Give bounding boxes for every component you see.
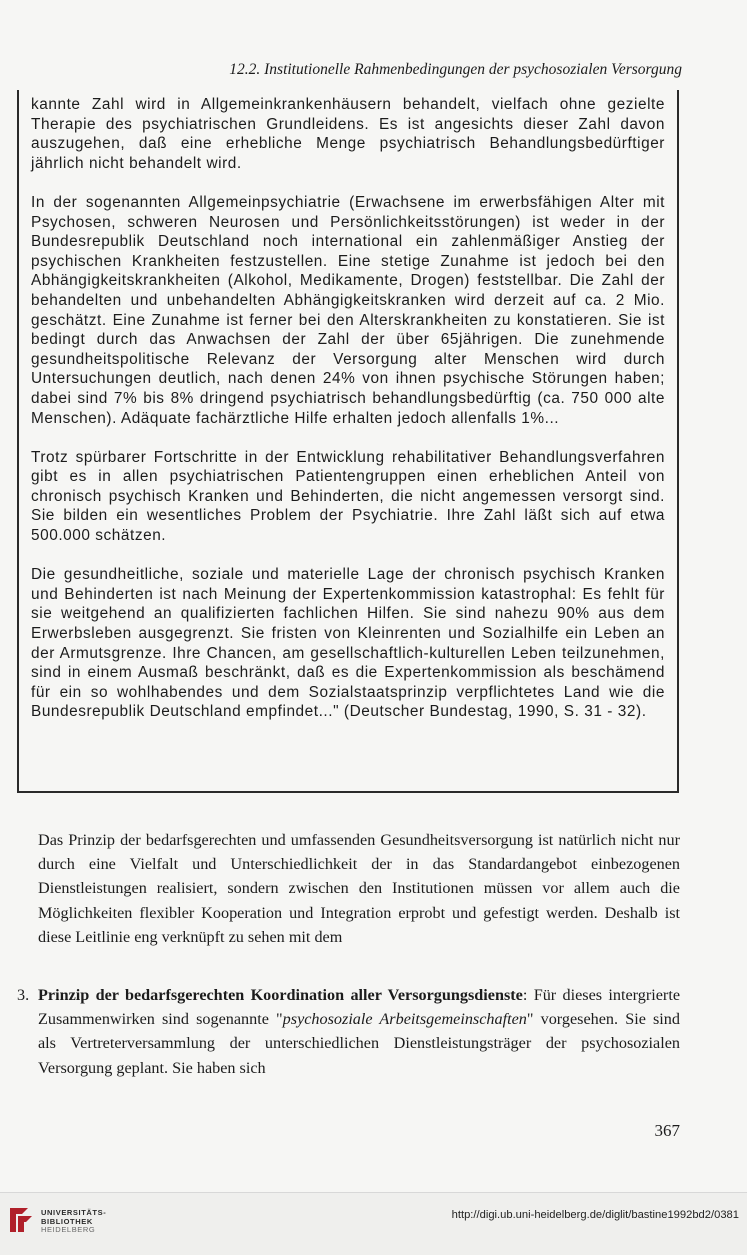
list-item-3 [17, 983, 680, 1080]
library-logo-icon [6, 1205, 36, 1235]
list-item-text-part-2: " vorgesehen. Sie sind als Vertreterversammlung der unterschiedlichen Dienstleistungsträger der psychosozialen Versorgung geplant. Sie haben sich [38, 1010, 680, 1077]
source-url-link[interactable]: http://digi.ub.uni-heidelberg.de/diglit/bastine1992bd2/0381 [451, 1209, 739, 1221]
quotation-box [17, 90, 679, 793]
body-paragraph: Das Prinzip der bedarfsgerechten und umfassenden Gesundheitsversorgung ist natürlich nicht nur durch eine Vielfalt und Unterschiedlichkeit der in das Standardangebot einbezogenen Dienstleistungen realisiert, sondern zwischen den Institutionen müssen vor allem auch die Möglichkeiten flexibler Kooperation und Integration erprobt und gefestigt werden. Deshalb ist diese Leitlinie eng verknüpft zu sehen mit dem [38, 831, 680, 946]
quote-paragraph-4: Die gesundheitliche, soziale und materielle Lage der chronisch psychisch Kranken und Behinderten ist nach Meinung der Expertenkommission katastrophal: Es fehlt für sie weitgehend an qualifizierten fachlichen Hilfen. Sie sind nahezu 90% aus dem Erwerbsleben ausgegrenzt. Sie fristen von Kleinrenten und Sozialhilfe ein Leben an der Armutsgrenze. Ihre Chancen, am gesellschaftlich-kulturellen Leben teilzunehmen, sind in einem Ausmaß beschränkt, daß es die Expertenkommission als beschämend für ein so wohlhabendes und dem Sozialstaatsprinzip verpflichtetes Land wie die Bundesrepublik Deutschland empfindet..." (Deutscher Bundestag, 1990, S. 31 - 32). [31, 566, 665, 721]
list-item-text [38, 983, 680, 1080]
quote-paragraph-1: kannte Zahl wird in Allgemeinkrankenhäusern behandelt, vielfach ohne gezielte Therapie des psychiatrischen Grundleidens. Es ist angesichts dieser Zahl davon auszugehen, daß eine erhebliche Menge psychiatrisch Behandlungsbedürftiger jährlich nicht behandelt wird. [31, 96, 665, 172]
running-header: 12.2. Institutionelle Rahmenbedingungen der psychosozialen Versorgung [229, 61, 682, 78]
library-name [41, 1209, 106, 1235]
quotation-content [31, 95, 665, 742]
library-name-line-1: UNIVERSITÄTS- [41, 1208, 107, 1217]
list-item-text-part-1: : Für dieses intergrierte Zusammenwirken sind sogenannte " [38, 986, 681, 1029]
library-name-line-3: HEIDELBERG [41, 1225, 96, 1235]
footer-bar [0, 1193, 747, 1255]
list-item-title: Prinzip der bedarfsgerechten Koordination aller Versorgungsdienste [38, 986, 523, 1004]
library-name-line-2: BIBLIOTHEK [41, 1216, 93, 1226]
list-item-italic-term: psychosoziale Arbeitsgemeinschaften [282, 1010, 527, 1029]
quote-paragraph-3: Trotz spürbarer Fortschritte in der Entwicklung rehabilitativer Behandlungsverfahren gibt es in allen psychiatrischen Patientengruppen einen erheblichen Anteil von chronisch psychisch Kranken und Behinderten, die nicht angemessen versorgt sind. Sie bilden ein wesentliches Problem der Psychiatrie. Ihre Zahl läßt sich auf etwa 500.000 schätzen. [31, 448, 665, 545]
list-number: 3. [17, 986, 30, 1004]
page-number: 367 [654, 1121, 680, 1140]
quote-paragraph-2: In der sogenannten Allgemeinpsychiatrie (Erwachsene im erwerbsfähigen Alter mit Psychosen, schweren Neurosen und Persönlichkeitsstörungen) ist weder in der Bundesrepublik Deutschland noch international ein zahlenmäßiger Anstieg der psychischen Krankheiten festzustellen. Eine stetige Zunahme ist jedoch bei den Abhängigkeitskrankheiten (Alkohol, Medikamente, Drogen) feststellbar. Die Zahl der behandelten und unbehandelten Abhängigkeitskranken wird derzeit auf ca. 2 Mio. geschätzt. Eine Zunahme ist ferner bei den Alterskrankheiten zu konstatieren. Sie ist bedingt durch das Anwachsen der Zahl der über 65jährigen. Die zunehmende gesundheitspolitische Relevanz der Versorgung alter Menschen wird durch Untersuchungen deutlich, nach denen 24% von ihnen psychische Störungen haben; dabei sind 7% bis 8% dringend psychiatrisch behandlungsbedürftig (ca. 750 000 alte Menschen). Adäquate fachärztliche Hilfe erhalten jedoch allenfalls 1%... [31, 193, 665, 427]
